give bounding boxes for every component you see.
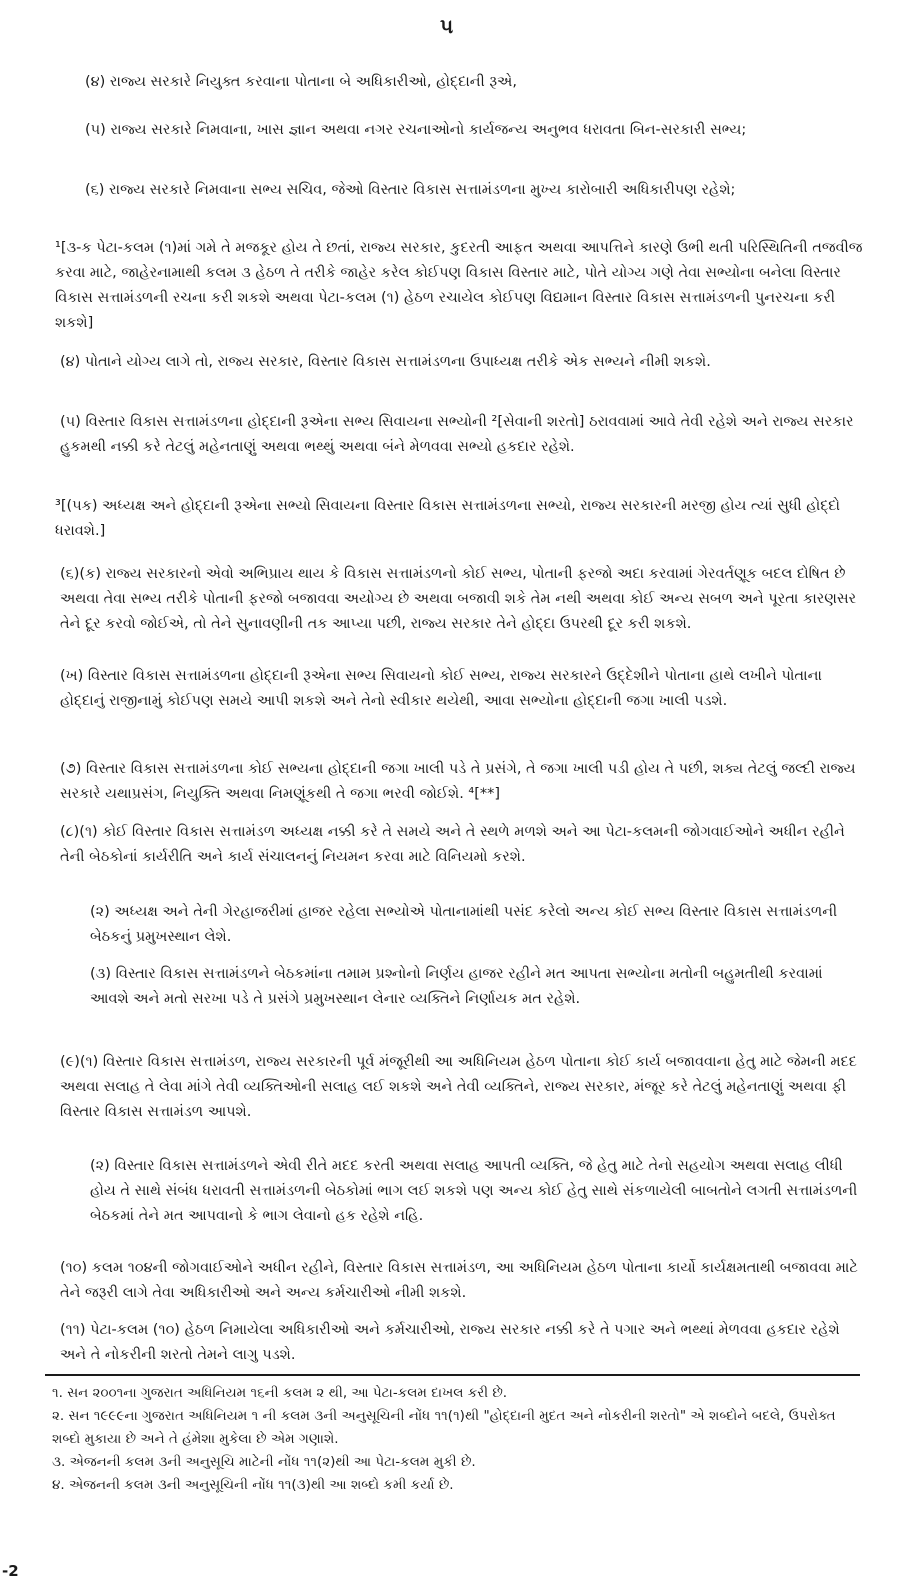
subsection-8-1: (૮)(૧) કોઈ વિસ્તાર વિકાસ સત્તામંડળ અધ્યક્ષ નક્કી કરે તે સમયે અને તે સ્થળે મળશે અને આ પેટા-કલમની જોગવાઈઓને અધીન રહીને તેની બેઠકોનાં કાર્યરીતિ અને કાર્ય સંચાલનનું નિયમન કરવા માટે વિનિયમો કરશે. xyxy=(60,824,845,865)
subsection-6a: (૬)(ક) રાજ્ય સરકારનો એવો અભિપ્રાય થાય કે વિકાસ સત્તામંડળનો કોઈ સભ્ય, પોતાની ફરજો અદા કરવામાં ગેરવર્તણૂક બદલ દોષિત છે અથવા તેવા સભ્ય તરીકે પોતાની ફરજો બજાવવા અયોગ્ય છે અથવા બજાવી શકે તેમ નથી અથવા કોઈ અન્ય સબળ અને પૂરતા કારણસર તેને દૂર કરવો જોઈએ, તો તેને સુનાવણીની તક આપ્યા પછી, રાજ્ય સરકાર તેને હોદ્દા ઉપરથી દૂર કરી શકશે. xyxy=(60,566,857,632)
footnote-2: ૨. સન ૧૯૯૯ના ગુજરાત અધિનિયમ ૧ ની કલમ ૩ની અનુસૂચિની નોંધ ૧૧(૧)થી "હોદ્દાની મુદત અને નોકરીની શરતો" એ શબ્દોને બદલે, ઉપરોક્ત શબ્દો મુકાયા છે અને તે હંમેશા મુકેલા છે એમ ગણાશે. xyxy=(52,1408,836,1447)
subsection-11: (૧૧) પેટા-કલમ (૧૦) હેઠળ નિમાયેલા અધિકારીઓ અને કર્મચારીઓ, રાજ્ય સરકાર નક્કી કરે તે પગાર અને ભથ્થાં મેળવવા હકદાર રહેશે અને તે નોકરીની શરતો તેમને લાગુ પડશે. xyxy=(60,1322,840,1363)
subsection-5a: ³[(૫ક) અધ્યક્ષ અને હોદ્દાની રૂએના સભ્યો સિવાયના વિસ્તાર વિકાસ સત્તામંડળના સભ્યો, રાજ્ય સરકારની મરજી હોય ત્યાં સુધી હોદ્દો ધરાવશે.] xyxy=(55,498,841,539)
footnote-1: ૧. સન ૨૦૦૧ના ગુજરાત અધિનિયમ ૧૬ની કલમ ૨ થી, આ પેટા-કલમ દાખલ કરી છે. xyxy=(52,1385,508,1401)
subsection-3a: ¹[૩-ક પેટા-કલમ (૧)માં ગમે તે મજકૂર હોય તે છતાં, રાજ્ય સરકાર, કુદરતી આફત અથવા આપત્તિને કારણે ઉભી થતી પરિસ્થિતિની તજવીજ કરવા માટે, જાહેરનામાથી કલમ ૩ હેઠળ તે તરીકે જાહેર કરેલ કોઈપણ વિકાસ વિસ્તાર માટે, પોતે યોગ્ય ગણે તેવા સભ્યોના બનેલા વિસ્તાર વિકાસ સત્તામંડળની રચના કરી શકશે અથવા પેટા-કલમ (૧) હેઠળ રચાયેલ કોઈપણ વિદ્યમાન વિસ્તાર વિકાસ સત્તામંડળની પુનરચના કરી શકશે] xyxy=(55,240,863,331)
subsection-6b: (ખ) વિસ્તાર વિકાસ સત્તામંડળના હોદ્દાની રૂએના સભ્ય સિવાયનો કોઈ સભ્ય, રાજ્ય સરકારને ઉદ્દેશીને પોતાના હાથે લખીને પોતાના હોદ્દાનું રાજીનામું કોઈપણ સમયે આપી શકશે અને તેનો સ્વીકાર થયેથી, આવા સભ્યોના હોદ્દાની જગા ખાલી પડશે. xyxy=(60,668,822,709)
subsection-9-1: (૯)(૧) વિસ્તાર વિકાસ સત્તામંડળ, રાજ્ય સરકારની પૂર્વ મંજૂરીથી આ અધિનિયમ હેઠળ પોતાના કોઈ કાર્ય બજાવવાના હેતુ માટે જેમની મદદ અથવા સલાહ તે લેવા માંગે તેવી વ્યક્તિઓની સલાહ લઈ શકશે અને તેવી વ્યક્તિને, રાજ્ય સરકાર, મંજૂર કરે તેટલું મહેનતાણું અથવા ફી વિસ્તાર વિકાસ સત્તામંડળ આપશે. xyxy=(60,1054,857,1120)
subsection-10: (૧૦) કલમ ૧૦૪ની જોગવાઈઓને અધીન રહીને, વિસ્તાર વિકાસ સત્તામંડળ, આ અધિનિયમ હેઠળ પોતાના કાર્યો કાર્યક્ષમતાથી બજાવવા માટે તેને જરૂરી લાગે તેવા અધિકારીઓ અને અન્ય કર્મચારીઓ નીમી શકશે. xyxy=(60,1260,858,1301)
subsection-4: (૪) પોતાને યોગ્ય લાગે તો, રાજ્ય સરકાર, વિસ્તાર વિકાસ સત્તામંડળના ઉપાધ્યક્ષ તરીકે એક સભ્યને નીમી શકશે. xyxy=(60,354,711,370)
page-number: ૫ xyxy=(440,14,454,38)
subsection-5: (૫) વિસ્તાર વિકાસ સત્તામંડળના હોદ્દાની રૂએના સભ્ય સિવાયના સભ્યોની ²[સેવાની શરતો] ઠરાવવામાં આવે તેવી રહેશે અને રાજ્ય સરકાર હુકમથી નક્કી કરે તેટલું મહેનતાણું અથવા ભથ્થું અથવા બંને મેળવવા સભ્યો હકદાર રહેશે. xyxy=(60,414,854,455)
clause-5: (૫) રાજ્ય સરકારે નિમવાના, ખાસ જ્ઞાન અથવા નગર રચનાઓનો કાર્યજન્ય અનુભવ ધરાવતા બિન-સરકારી સભ્ય; xyxy=(85,122,747,138)
footnote-divider xyxy=(45,1374,860,1376)
subsection-7: (૭) વિસ્તાર વિકાસ સત્તામંડળના કોઈ સભ્યના હોદ્દાની જગા ખાલી પડે તે પ્રસંગે, તે જગા ખાલી પડી હોય તે પછી, શક્ય તેટલું જલ્દી રાજ્ય સરકારે યથાપ્રસંગ, નિયુક્તિ અથવા નિમણૂંકથી તે જગા ભરવી જોઈશે. ⁴[**] xyxy=(60,761,856,802)
subsection-8-3: (૩) વિસ્તાર વિકાસ સત્તામંડળને બેઠકમાંના તમામ પ્રશ્નોનો નિર્ણય હાજર રહીને મત આપતા સભ્યોના મતોની બહુમતીથી કરવામાં આવશે અને મતો સરખા પડે તે પ્રસંગે પ્રમુખસ્થાન લેનાર વ્યક્તિને નિર્ણાયક મત રહેશે. xyxy=(90,966,823,1007)
subsection-8-2: (૨) અધ્યક્ષ અને તેની ગેરહાજરીમાં હાજર રહેલા સભ્યોએ પોતાનામાંથી પસંદ કરેલો અન્ય કોઈ સભ્ય વિસ્તાર વિકાસ સત્તામંડળની બેઠકનું પ્રમુખસ્થાન લેશે. xyxy=(90,904,838,945)
page-corner-mark: -2 xyxy=(2,1562,19,1580)
clause-4: (૪) રાજ્ય સરકારે નિયુક્ત કરવાના પોતાના બે અધિકારીઓ, હોદ્દાની રૂએ, xyxy=(85,74,517,90)
footnote-4: ૪. એજનની કલમ ૩ની અનુસૂચિની નોંધ ૧૧(૩)થી આ શબ્દો કમી કર્યા છે. xyxy=(52,1477,454,1493)
clause-6: (૬) રાજ્ય સરકારે નિમવાના સભ્ય સચિવ, જેઓ વિસ્તાર વિકાસ સત્તામંડળના મુખ્ય કારોબારી અધિકારીપણ રહેશે; xyxy=(85,182,736,198)
footnotes xyxy=(52,1382,862,1497)
subsection-9-2: (૨) વિસ્તાર વિકાસ સત્તામંડળને એવી રીતે મદદ કરતી અથવા સલાહ આપતી વ્યક્તિ, જે હેતુ માટે તેનો સહયોગ અથવા સલાહ લીધી હોય તે સાથે સંબંધ ધરાવતી સત્તામંડળની બેઠકોમાં ભાગ લઈ શકશે પણ અન્ય કોઈ હેતુ સાથે સંકળાયેલી બાબતોને લગતી સત્તામંડળની બેઠકમાં તેને મત આપવાનો કે ભાગ લેવાનો હક રહેશે નહિ. xyxy=(90,1158,858,1224)
footnote-3: ૩. એજનની કલમ ૩ની અનુસૂચિ માટેની નોંધ ૧૧(૨)થી આ પેટા-કલમ મુકી છે. xyxy=(52,1454,476,1470)
